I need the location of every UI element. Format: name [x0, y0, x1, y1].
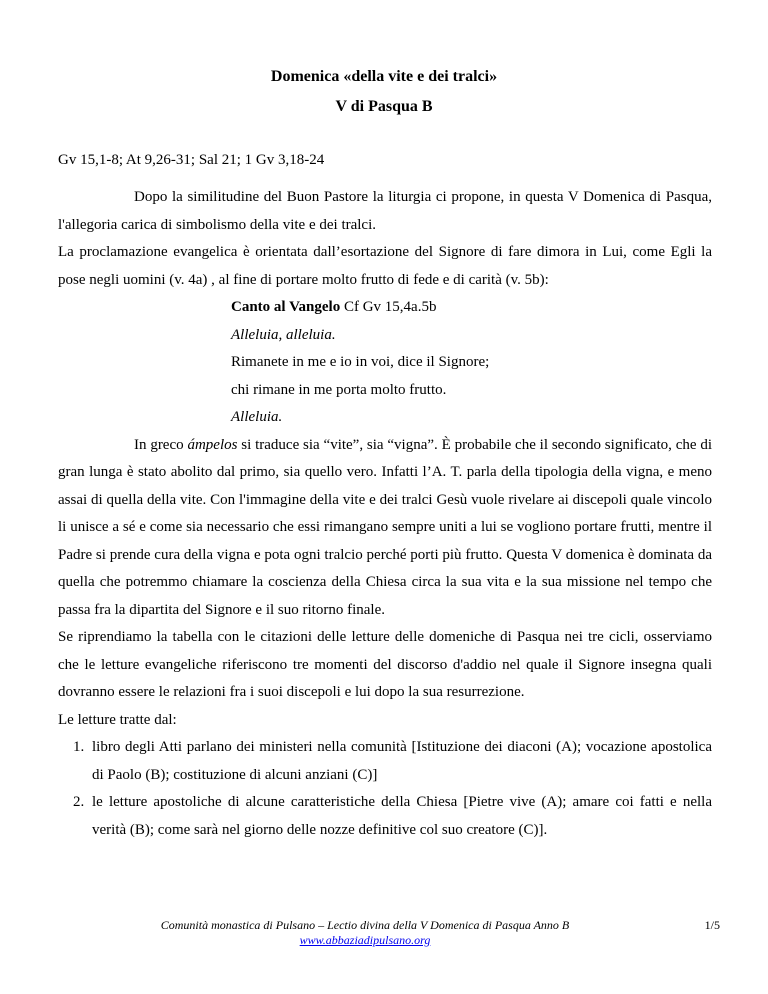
- canto-heading-line: [231, 294, 712, 322]
- canto-alleluia-2: Alleluia.: [231, 409, 283, 425]
- paragraph-intro: Dopo la similitudine del Buon Pastore la liturgia ci propone, in questa V Domenica di Pasqua, l'allegoria carica di simbolismo della vite e dei tralci.: [58, 189, 712, 233]
- paragraph-ampelos: [58, 432, 712, 625]
- list-item: 1. libro degli Atti parlano dei ministeri nella comunità [Istituzione dei diaconi (A); vocazione apostolica di Paolo (B); costituzione di alcuni anziani (C)]: [88, 734, 712, 789]
- canto-line-4: [231, 404, 712, 432]
- ampelos-word: ámpelos: [187, 436, 238, 453]
- canto-line-3: chi rimane in me porta molto frutto.: [231, 381, 447, 398]
- canto-heading: Canto al Vangelo: [231, 299, 341, 315]
- page-title: Domenica «della vite e dei tralci»: [270, 68, 498, 85]
- page-subtitle: V di Pasqua B: [335, 98, 433, 115]
- footer-text: Comunità monastica di Pulsano – Lectio divina della V Domenica di Pasqua Anno B: [160, 918, 570, 932]
- canto-line-2: Rimanete in me e io in voi, dice il Signore;: [231, 354, 490, 370]
- paragraph-tabella: Se riprendiamo la tabella con le citazioni delle letture delle domeniche di Pasqua nei tre cicli, osserviamo che le letture evangeliche riferiscono tre momenti del discorso d'addio nel quale il Signore insegna quali dovranno essere le relazioni fra i suoi discepoli e lui dopo la sua resurrezione.: [58, 629, 712, 700]
- canto-alleluia-1: Alleluia, alleluia.: [231, 326, 336, 343]
- list-item: 2. le letture apostoliche di alcune caratteristiche della Chiesa [Pietre vive (A); amare coi fatti e nella verità (B); come sarà nel giorno delle nozze definitive col suo creatore (C)].: [88, 789, 712, 844]
- scripture-references: Gv 15,1-8; At 9,26-31; Sal 21; 1 Gv 3,18-24: [58, 152, 325, 168]
- canto-ref: Cf Gv 15,4a.5b: [340, 299, 437, 315]
- ampelos-post: si traduce sia “vite”, sia “vigna”. È probabile che il secondo significato, che di gran lunga è stato abolito dal primo, sia quello vero. Infatti l’A. T. parla della tipologia della vigna, e meno assai di quella della vite. Con l'immagine della vite e dei tralci Gesù vuole rivelare ai discepoli quale vincolo li unisce a sé e come sia necessario che essi rimangano sempre uniti a lui se vogliono portare frutti, mentre il Padre si prende cura della vigna e pota ogni tralcio perché porti più frutto. Questa V domenica è dominata da quella che potremmo chiamare la coscienza della Chiesa circa la sua vita e la sua missione nel tempo che passa fra la dipartita del Signore e il suo ritorno finale.: [58, 436, 713, 618]
- paragraph-proclamation: La proclamazione evangelica è orientata dall’esortazione del Signore di fare dimora in Lui, come Egli la pose negli uomini (v. 4a) , al fine di portare molto frutto di fede e di carità (v. 5b):: [58, 244, 712, 288]
- canto-line-1: [231, 322, 712, 350]
- readings-list: [58, 734, 712, 844]
- document-body: [58, 184, 712, 844]
- ampelos-pre: In greco: [134, 436, 188, 453]
- page-number: 1/5: [704, 918, 720, 932]
- page-footer: [120, 918, 610, 948]
- paragraph-letture: Le letture tratte dal:: [58, 711, 177, 728]
- footer-website-link[interactable]: www.abbaziadipulsano.org: [299, 933, 431, 947]
